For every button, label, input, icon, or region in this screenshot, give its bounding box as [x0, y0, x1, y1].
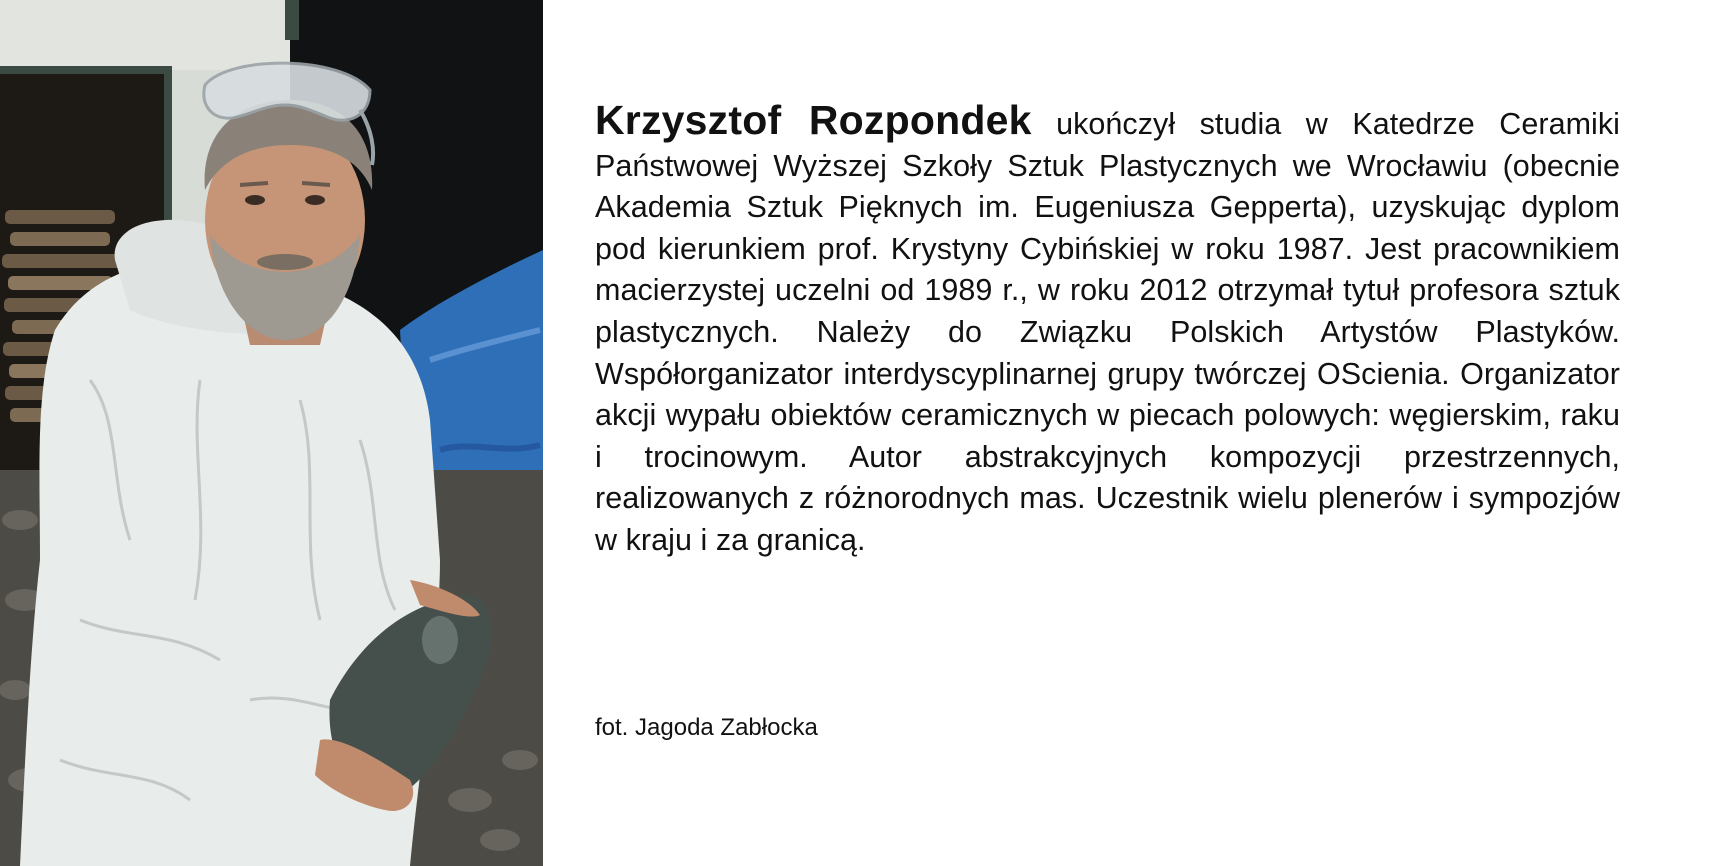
- artist-bio-text: ukończył studia w Katedrze Ceramiki Państwowej Wyższej Szkoły Sztuk Plastycznych we Wrocławiu (obecnie Akademia Sztuk Pięknych im. Eugeniusza Gepperta), uzyskując dyplom pod kierunkiem prof. Krystyny Cybińskiej w roku 1987. Jest pracownikiem macierzystej uczelni od 1989 r., w roku 2012 otrzymał tytuł profesora sztuk plastycznych. Należy do Związku Polskich Artystów Plastyków. Współorganizator interdyscyplinarnej grupy twórczej OScienia. Organizator akcji wypału obiektów ceramicznych w piecach polowych: węgierskim, raku i trocinowym. Autor abstrakcyjnych kompozycji przestrzennych, realizowanych z różnorodnych mas. Uczestnik wielu plenerów i sympozjów w kraju i za granicą.: [595, 107, 1621, 557]
- artist-photo: [0, 0, 543, 866]
- artist-portrait-image: [0, 0, 543, 866]
- artist-name: Krzysztof Rozpondek: [595, 97, 1032, 143]
- photo-credit: fot. Jagoda Zabłocka: [595, 714, 818, 741]
- bio-column: [595, 97, 1621, 562]
- artist-bio: [595, 97, 1621, 562]
